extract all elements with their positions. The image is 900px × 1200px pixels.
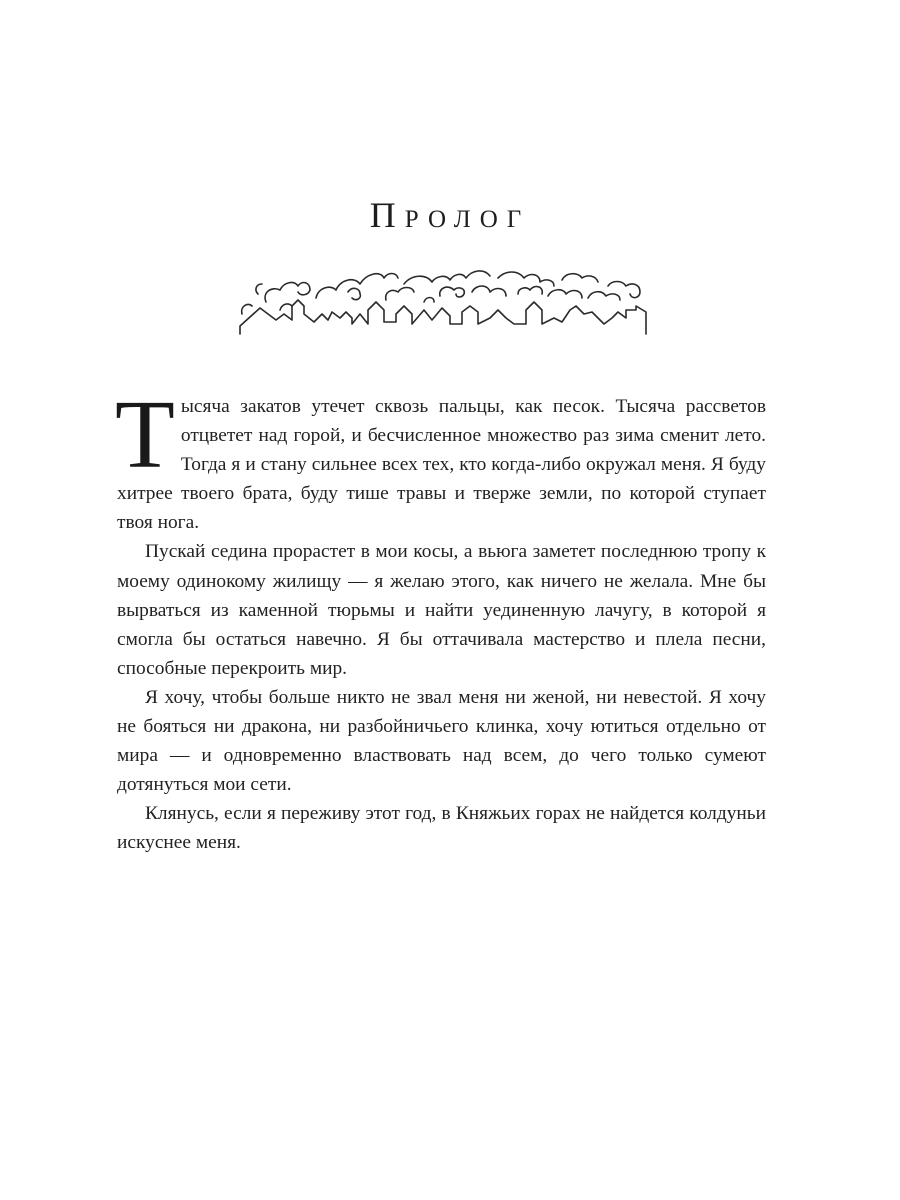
paragraph-3: Я хочу, чтобы больше никто не звал меня ни женой, ни невестой. Я хочу не бояться ни дракона, ни разбойничьего клинка, хочу ютиться отдельно от мира — и одновременно властвовать над всем, до чего только сумеют дотянуться мои сети. [117, 686, 766, 796]
paragraph-1 [115, 381, 766, 537]
paragraph-2: Пускай седина прорастет в мои косы, а вьюга заметет последнюю тропу к моему одинокому жилищу — я желаю этого, как ничего не желала. Мне бы вырваться из каменной тюрьмы и найти уединенную лачугу, в которой я смогла бы остаться навечно. Я бы оттачивала мастерство и плела песни, способные перекроить мир. [117, 541, 766, 679]
city-skyline-ornament-icon [236, 262, 652, 338]
chapter-title: Пролог [369, 195, 531, 235]
paragraph-1-text: ысяча закатов утечет сквозь пальцы, как песок. Тысяча рассветов отцветет над горой, и бесчисленное множество раз зима сменит лето. Тогда я и стану сильнее всех тех, кто когда-либо окружал меня. Я буду хитрее твоего брата, буду тише травы и тверже земли, по которой ступает твоя нога. [117, 396, 766, 534]
paragraph-4: Клянусь, если я переживу этот год, в Княжьих горах не найдется колдуньи искуснее меня. [117, 803, 766, 854]
drop-cap-letter: Т [115, 381, 175, 489]
prologue-text [115, 381, 766, 858]
